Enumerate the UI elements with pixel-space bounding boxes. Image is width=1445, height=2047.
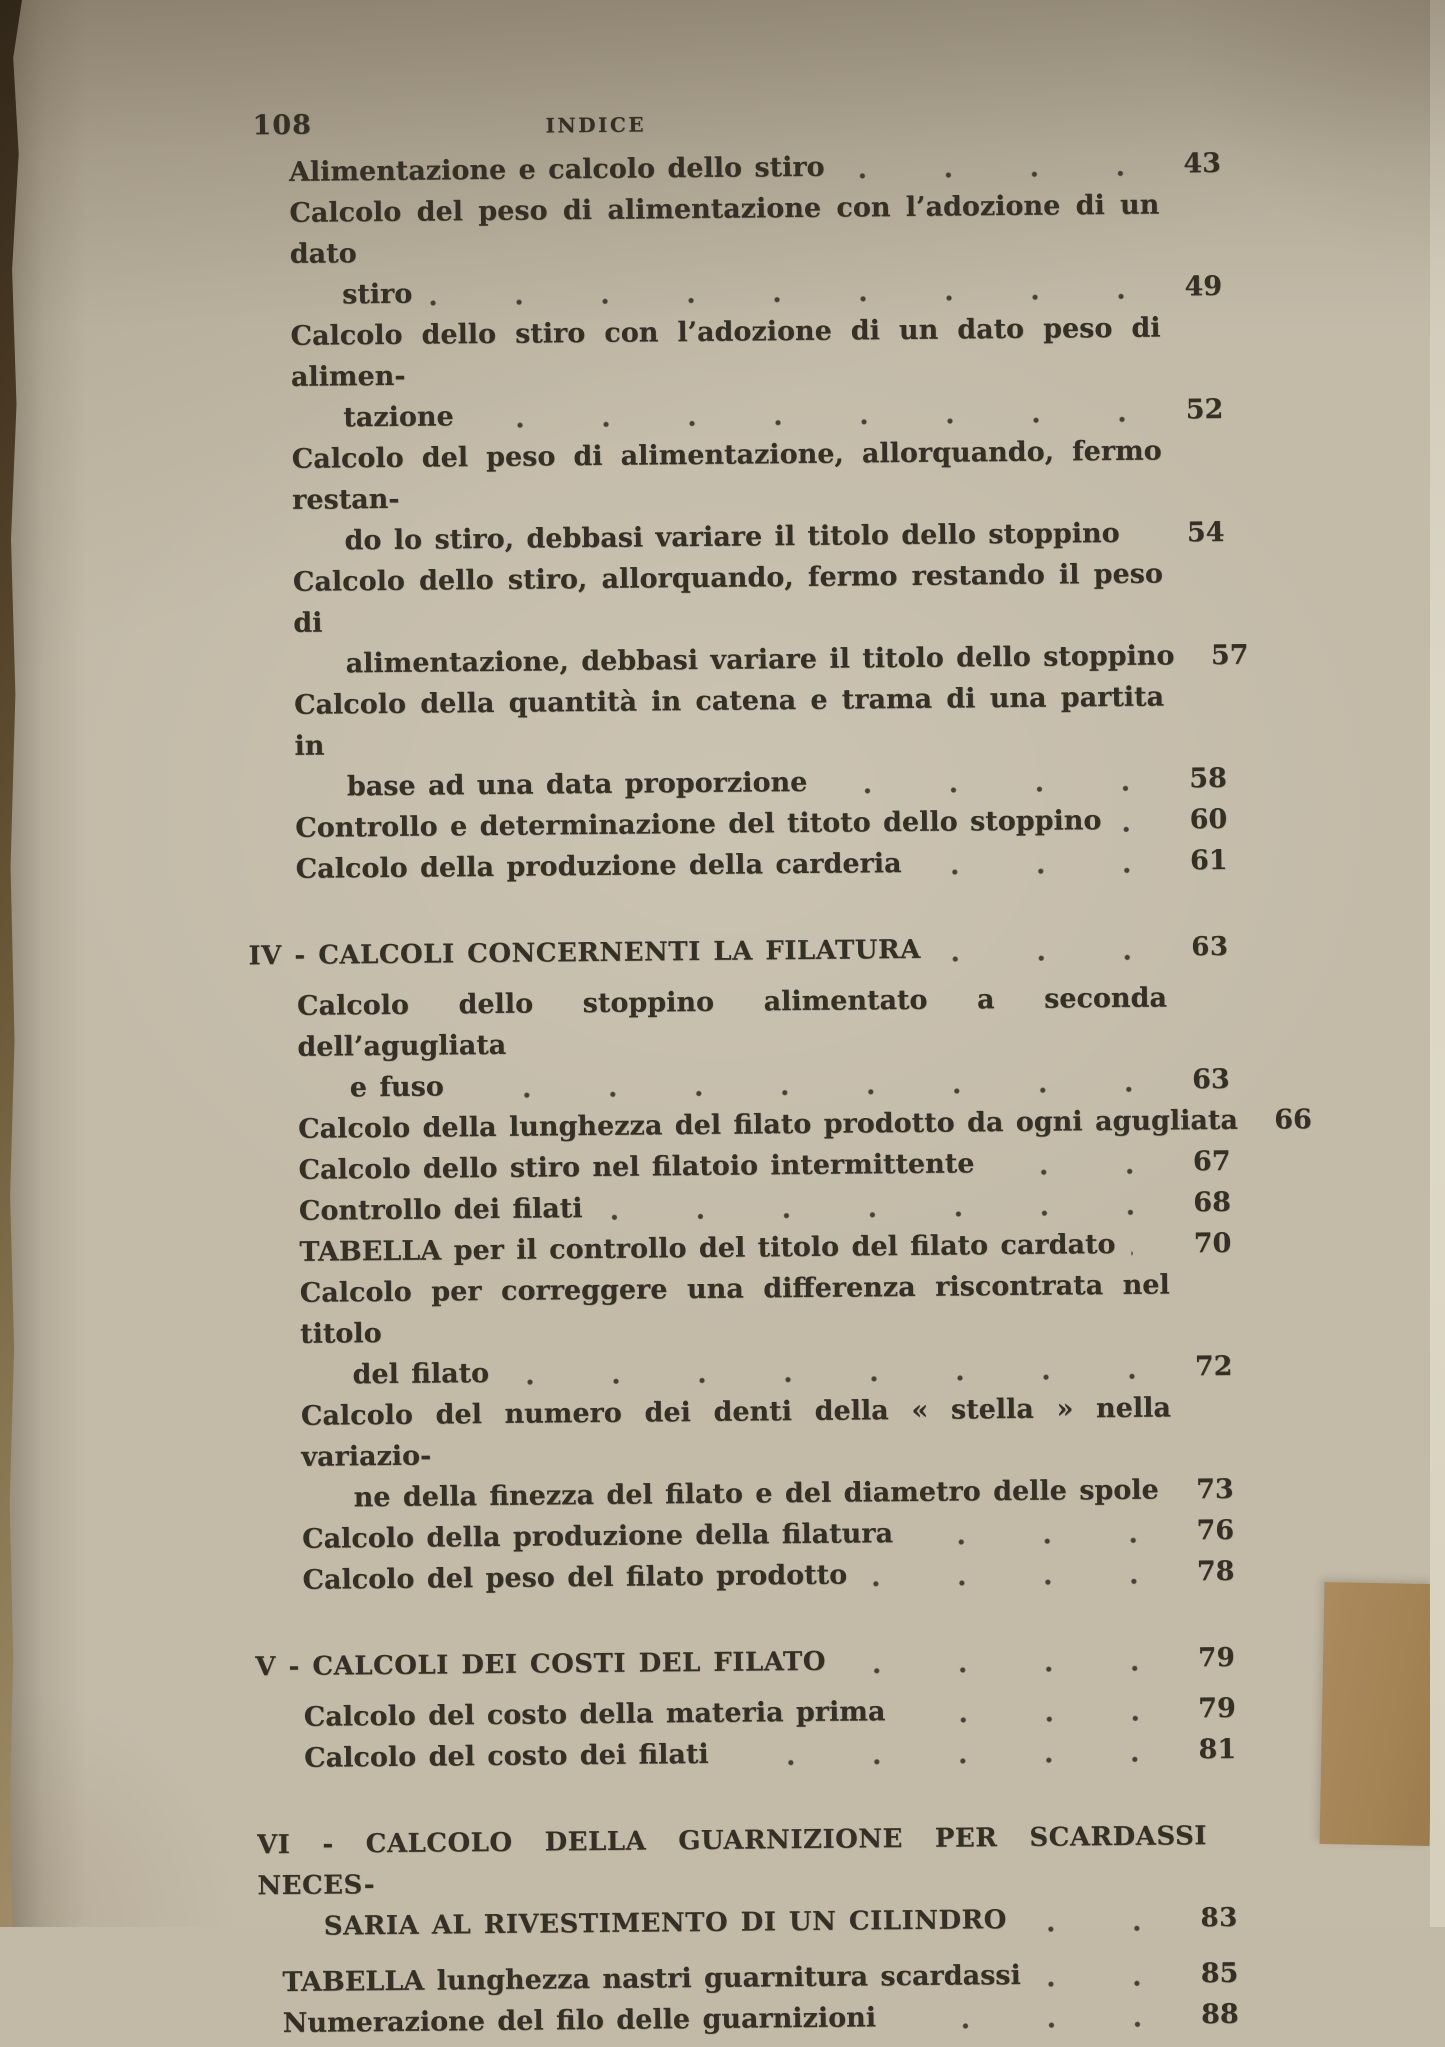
toc-item [249, 977, 1230, 1109]
toc-page-ref: 52 [1175, 389, 1223, 430]
dot-leader [1023, 1923, 1180, 1934]
dot-leader [823, 783, 1169, 795]
dot-leader [937, 952, 1171, 963]
toc-line: Calcolo per correggere una differenza riscontrata nel titolo [252, 1264, 1233, 1355]
toc-text: Calcolo del costo della materia prima [304, 1691, 886, 1738]
toc-text: V - CALCOLI DEI COSTI DEL FILATO [255, 1642, 826, 1688]
dot-leader [1175, 1494, 1176, 1503]
toc-page-ref: 63 [1180, 927, 1228, 968]
toc-section-heading [257, 1816, 1238, 1948]
toc-item [246, 676, 1227, 808]
toc-item [242, 307, 1223, 439]
toc-page-ref: 57 [1200, 635, 1248, 676]
dot-leader [1117, 824, 1169, 833]
toc-text: SARIA AL RIVESTIMENTO DI UN CILINDRO [324, 1900, 1007, 1948]
toc-page-ref: 63 [1182, 1059, 1230, 1100]
toc-text: TABELLA lunghezza nastri guarnitura scardassi [282, 1955, 1021, 2003]
toc-item [241, 184, 1222, 316]
toc-line: Calcolo dello stiro con l’adozione di un dato peso di alimen- [242, 307, 1223, 398]
dot-leader [460, 1084, 1172, 1100]
toc-text: Calcolo del costo dei filati [304, 1734, 709, 1779]
toc-text: do lo stiro, debbasi variare il titolo dello stoppino [344, 513, 1120, 561]
toc-text: Controllo e determinazione del titoto dello stoppino [295, 800, 1102, 849]
toc-page-ref: 72 [1184, 1346, 1232, 1387]
toc-line [258, 1898, 1238, 1948]
dot-leader [901, 1713, 1177, 1725]
toc-text: Numerazione del filo delle guarnizioni [283, 1997, 877, 2044]
toc-page-ref: 68 [1183, 1182, 1231, 1223]
dot-leader [842, 1663, 1177, 1675]
toc-text: Calcolo del peso del filato prodotto [302, 1555, 847, 1601]
dot-leader [505, 1371, 1174, 1386]
toc-page-ref: 79 [1187, 1638, 1235, 1679]
toc-text: ne della finezza del filato e del diametro delle spole [354, 1470, 1159, 1519]
toc-section-heading [255, 1638, 1235, 1688]
dot-leader [428, 292, 1164, 308]
dot-leader [470, 415, 1166, 431]
toc-line: Calcolo del peso di alimentazione con l’adozione di un dato [241, 184, 1222, 275]
toc-page-ref: 66 [1264, 1099, 1312, 1140]
toc-text: Calcolo della produzione della filatura [302, 1513, 893, 1560]
toc-page-ref: 81 [1188, 1729, 1236, 1770]
toc-line: Calcolo della quantità in catena e trama di una partita in [246, 676, 1227, 767]
toc-line [254, 1551, 1234, 1601]
toc-page-ref: 58 [1179, 758, 1227, 799]
toc-page-ref: 78 [1186, 1551, 1234, 1592]
toc-page-ref: 83 [1190, 1898, 1238, 1939]
toc-text: del filato [352, 1353, 489, 1395]
toc-item [244, 430, 1225, 562]
toc-text: stiro [342, 274, 413, 316]
toc-item [253, 1387, 1234, 1519]
dot-leader [863, 1576, 1176, 1588]
toc-line: Calcolo dello stoppino alimentato a seconda dell’agugliata [249, 977, 1230, 1068]
dot-leader [909, 1535, 1176, 1547]
toc-section-heading [248, 927, 1228, 977]
toc-text: e fuso [350, 1066, 444, 1108]
toc-text: base ad una data proporzione [347, 762, 808, 807]
page-number: 108 [252, 110, 312, 142]
toc-page-ref: 85 [1190, 1953, 1238, 1994]
table-of-contents [241, 143, 1239, 2044]
toc-line: Calcolo del numero dei denti della « stella » nella variazio- [253, 1387, 1234, 1478]
dot-leader [990, 1166, 1172, 1177]
toc-page-ref: 79 [1188, 1688, 1236, 1729]
toc-text: alimentazione, debbasi variare il titolo dello stoppino [346, 635, 1175, 684]
toc-text: tazione [343, 396, 454, 438]
toc-line: Calcolo dello stiro, allorquando, fermo restando il peso di [245, 553, 1226, 644]
toc-line [259, 1994, 1239, 2044]
dot-leader [918, 865, 1170, 876]
toc-text: Controllo dei filati [299, 1188, 583, 1232]
dot-leader [841, 169, 1163, 181]
toc-page-ref: 67 [1182, 1141, 1230, 1182]
page-title: INDICE [545, 112, 646, 137]
toc-line: VI - CALCOLO DELLA GUARNIZIONE PER SCARDASSI NECES- [257, 1816, 1238, 1907]
toc-text: TABELLA per il controllo del titolo del filato cardato [299, 1224, 1116, 1273]
toc-line [247, 840, 1227, 890]
toc-text: Alimentazione e calcolo dello stiro [289, 147, 825, 193]
toc-page-ref: 70 [1183, 1223, 1231, 1264]
dot-leader [1132, 1248, 1174, 1257]
toc-item [245, 553, 1226, 685]
toc-item [247, 840, 1227, 890]
toc-item [256, 1729, 1236, 1779]
toc-page-ref: 73 [1185, 1469, 1233, 1510]
dot-leader [1136, 538, 1167, 547]
toc-line: Calcolo del peso di alimentazione, allorquando, fermo restan- [244, 430, 1225, 521]
toc-page-ref: 54 [1176, 512, 1224, 553]
toc-item [259, 1994, 1239, 2044]
dot-leader [1037, 1978, 1181, 1988]
toc-page-ref: 60 [1179, 799, 1227, 840]
dot-leader [892, 2019, 1181, 2031]
toc-text: Calcolo della lunghezza del filato prodotto da ogni agugliata [298, 1100, 1238, 1150]
dot-leader [725, 1754, 1179, 1767]
toc-text: IV - CALCOLI CONCERNENTI LA FILATURA [248, 930, 921, 977]
dot-leader [599, 1207, 1173, 1222]
toc-line [248, 927, 1228, 977]
toc-item [252, 1264, 1233, 1396]
toc-page-ref: 76 [1186, 1510, 1234, 1551]
toc-page-ref: 61 [1179, 840, 1227, 881]
toc-line [256, 1729, 1236, 1779]
toc-text: Calcolo della produzione della carderia [295, 843, 901, 890]
toc-page-ref: 43 [1173, 143, 1221, 184]
toc-item [254, 1551, 1234, 1601]
toc-text: Calcolo dello stiro nel filatoio intermittente [298, 1143, 974, 1190]
toc-line [255, 1638, 1235, 1688]
toc-page-ref: 88 [1191, 1994, 1239, 2035]
toc-page-ref: 49 [1174, 266, 1222, 307]
